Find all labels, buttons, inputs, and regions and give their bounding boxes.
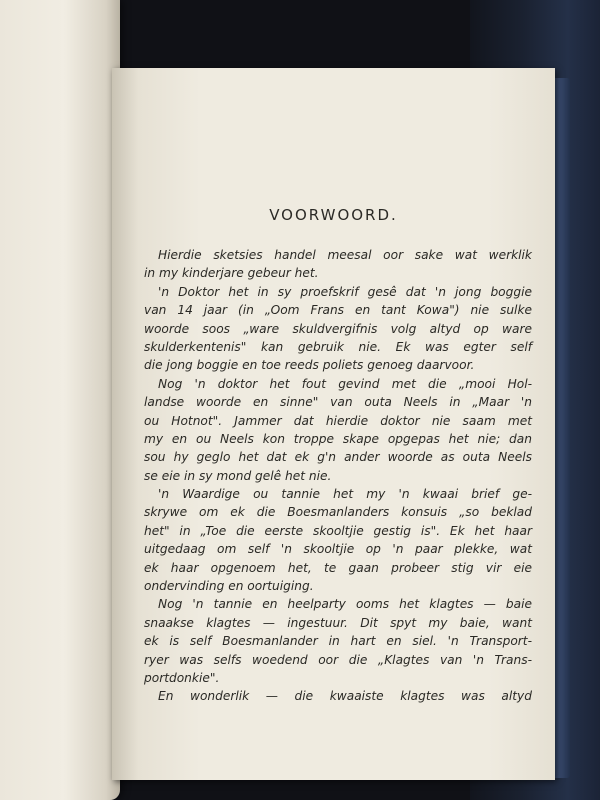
text-line: ek is self Boesmanlander in hart en siel. 'n Transport-	[144, 634, 532, 649]
text-line: skrywe om ek die Boesmanlanders konsuis „so beklad	[144, 505, 532, 520]
text-line: 'n Waardige ou tannie het my 'n kwaai brief ge-	[158, 487, 532, 502]
page-title: VOORWOORD.	[269, 206, 398, 224]
text-line: ondervinding en oortuiging.	[144, 579, 314, 594]
text-line: die jong boggie en toe reeds poliets genoeg daarvoor.	[144, 358, 475, 373]
text-line: portdonkie".	[144, 670, 220, 685]
text-line: Hierdie sketsies handel meesal oor sake wat werklik	[158, 248, 532, 262]
left-page	[0, 0, 120, 800]
page-body	[144, 246, 532, 706]
text-line: ryer was selfs woedend oor die „Klagtes van 'n Trans-	[144, 652, 532, 667]
text-line: En wonderlik — die kwaaiste klagtes was altyd	[158, 689, 532, 704]
text-line: Nog 'n tannie en heelparty ooms het klagtes — baie	[158, 597, 532, 612]
text-line: my en ou Neels kon troppe skape opgepas het nie; dan	[144, 431, 532, 446]
text-line: se eie in sy mond gelê het nie.	[144, 468, 332, 483]
text-line: landse woorde en sinne" van outa Neels in „Maar 'n	[144, 395, 532, 410]
text-line: uitgedaag om self 'n skooltjie op 'n paar plekke, wat	[144, 542, 532, 557]
text-line: 'n Doktor het in sy proefskrif gesê dat 'n jong boggie	[158, 284, 532, 299]
text-line: Nog 'n doktor het fout gevind met die „mooi Hol-	[158, 376, 532, 391]
text-line: het" in „Toe die eerste skooltjie gestig is". Ek het haar	[144, 523, 532, 538]
text-line: in my kinderjare gebeur het.	[144, 266, 319, 281]
text-line: woorde soos „ware skuldvergifnis volg altyd op ware	[144, 321, 532, 336]
text-line: ou Hotnot". Jammer dat hierdie doktor nie saam met	[144, 413, 532, 428]
text-line: snaakse klagtes — ingestuur. Dit spyt my baie, want	[144, 615, 532, 630]
text-line: ek haar opgenoem het, te gaan probeer stig vir eie	[144, 560, 532, 575]
text-line: sou hy geglo het dat ek g'n ander woorde as outa Neels	[144, 450, 532, 465]
text-line: skulderkentenis" kan gebruik nie. Ek was egter self	[144, 339, 532, 354]
text-line: van 14 jaar (in „Oom Frans en tant Kowa") nie sulke	[144, 303, 532, 318]
